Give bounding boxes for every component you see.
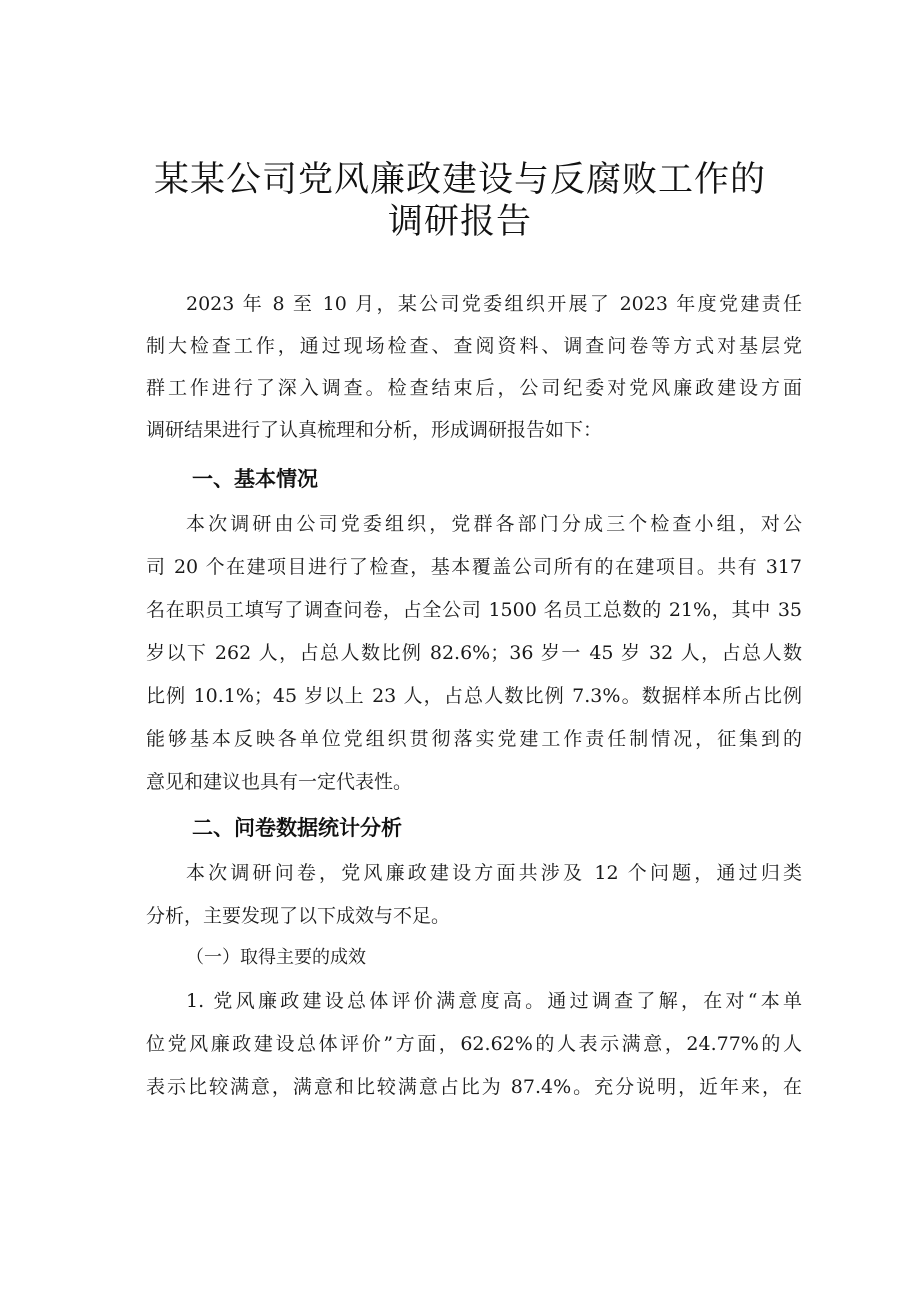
section-heading-basic-info: 一、基本情况: [192, 467, 318, 491]
section2-line: 分析，主要发现了以下成效与不足。: [146, 905, 451, 927]
subsection-heading-achievements: （一）取得主要的成效: [186, 947, 366, 968]
section1-line: 意见和建议也具有一定代表性。: [146, 771, 413, 793]
section1-line: 司 20 个在建项目进行了检查，基本覆盖公司所有的在建项目。共有 317: [146, 556, 802, 578]
point1-line: 表示比较满意，满意和比较满意占比为 87.4%。充分说明，近年来，在: [146, 1076, 802, 1098]
section1-line: 名在职员工填写了调查问卷，占全公司 1500 名员工总数的 21%，其中 35: [146, 599, 802, 621]
section1-line: 能够基本反映各单位党组织贯彻落实党建工作责任制情况，征集到的: [146, 728, 802, 750]
intro-line: 调研结果进行了认真梳理和分析，形成调研报告如下：: [146, 419, 603, 441]
section1-line: 比例 10.1%；45 岁以上 23 人，占总人数比例 7.3%。数据样本所占比例: [146, 685, 802, 707]
intro-line: 群工作进行了深入调查。检查结束后，公司纪委对党风廉政建设方面: [146, 377, 802, 399]
intro-line: 制大检查工作，通过现场检查、查阅资料、调查问卷等方式对基层党: [146, 335, 802, 357]
point1-line: 位党风廉政建设总体评价”方面，62.62%的人表示满意，24.77%的人: [146, 1033, 802, 1055]
section2-line: 本次调研问卷，党风廉政建设方面共涉及 12 个问题，通过归类: [186, 862, 802, 884]
section1-line: 本次调研由公司党委组织，党群各部门分成三个检查小组，对公: [186, 513, 802, 535]
point1-line: 1. 党风廉政建设总体评价满意度高。通过调查了解，在对“本单: [186, 990, 802, 1012]
document-title-line-2: 调研报告: [387, 202, 532, 242]
intro-line: 2023 年 8 至 10 月，某公司党委组织开展了 2023 年度党建责任: [186, 293, 802, 315]
document-title-line-1: 某某公司党风廉政建设与反腐败工作的: [153, 160, 766, 200]
section1-line: 岁以下 262 人，占总人数比例 82.6%；36 岁一 45 岁 32 人，占总人数: [146, 642, 802, 664]
section-heading-survey-analysis: 二、问卷数据统计分析: [192, 816, 402, 840]
